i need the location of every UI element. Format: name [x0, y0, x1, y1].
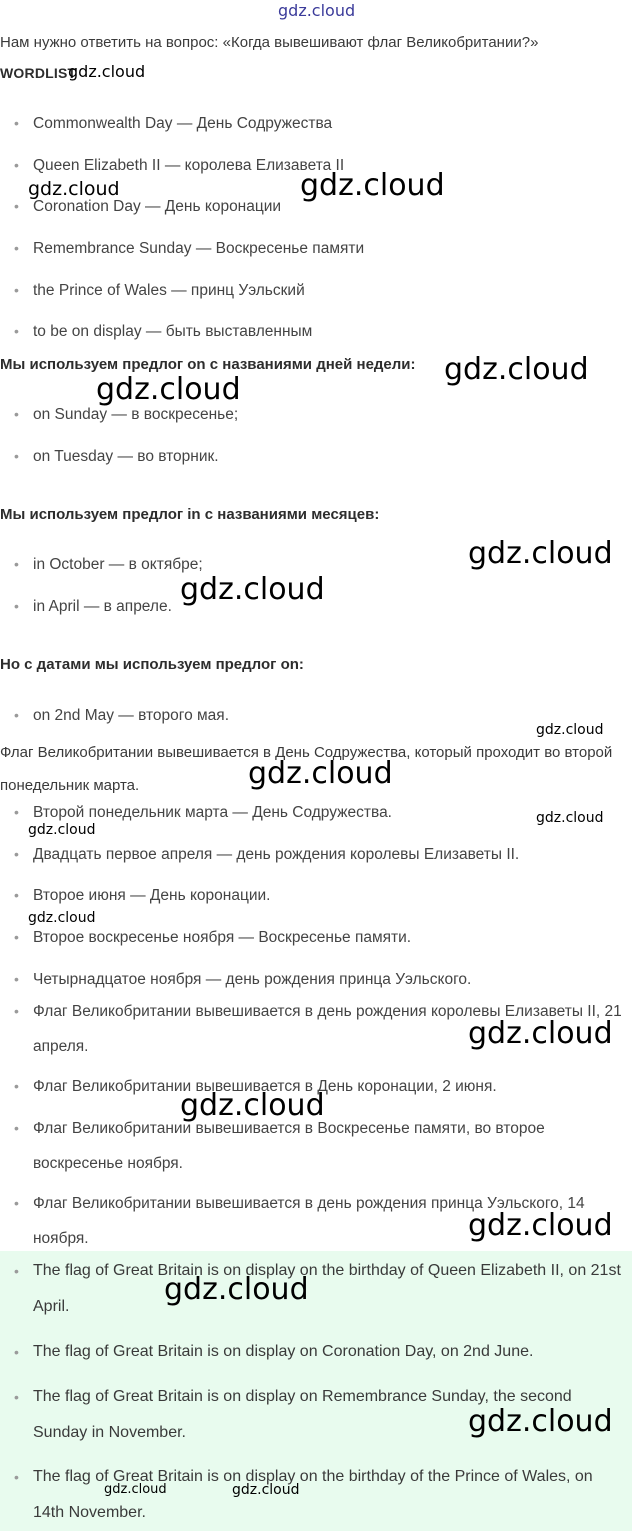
ru-list-item: • Флаг Великобритании вывешивается в Воскресенье памяти, во второе воскресенье ноября. — [14, 1111, 624, 1181]
watermark-logo: gdz.cloud — [28, 910, 96, 926]
watermark-logo: gdz.cloud — [468, 536, 613, 571]
question-text: Нам нужно ответить на вопрос: «Когда вывешивают флаг Великобритании?» — [0, 34, 539, 51]
ru-list-item: • Второе июня — День коронации. — [14, 878, 624, 913]
watermark-logo: gdz.cloud — [248, 756, 393, 791]
months-example: • in April — в апреле. — [14, 589, 624, 624]
answer-item: • The flag of Great Britain is on display on Remembrance Sunday, the second Sunday in November. — [14, 1379, 624, 1451]
ru-list-item: • Двадцать первое апреля — день рождения королевы Елизаветы II. — [14, 837, 624, 872]
answer-item: • The flag of Great Britain is on display on the birthday of Queen Elizabeth II, on 21st April. — [14, 1253, 624, 1325]
ru-list-item: • Второй понедельник марта — День Содружества. — [14, 795, 624, 830]
days-example: • on Tuesday — во вторник. — [14, 439, 624, 474]
watermark-logo: gdz.cloud — [278, 1, 356, 20]
wordlist-title: WORDLIST — [0, 65, 77, 81]
wordlist-item: • Queen Elizabeth II — королева Елизавета II — [14, 148, 624, 183]
wordlist-item: • Commonwealth Day — День Содружества — [14, 106, 624, 141]
watermark-logo: gdz.cloud — [444, 352, 589, 387]
wordlist-item: • Remembrance Sunday — Воскресенье памяти — [14, 231, 624, 266]
watermark-logo: gdz.cloud — [104, 1482, 167, 1497]
watermark-logo: gdz.cloud — [164, 1272, 309, 1307]
rule-days-heading: Мы используем предлог on с названиями дней недели: — [0, 356, 416, 373]
watermark-logo: gdz.cloud — [232, 1482, 300, 1498]
rule-dates-heading: Но с датами мы используем предлог on: — [0, 656, 304, 673]
watermark-logo: gdz.cloud — [96, 372, 241, 407]
watermark-logo: gdz.cloud — [300, 168, 445, 203]
ru-list-item: • Флаг Великобритании вывешивается в день рождения королевы Елизаветы II, 21 апреля. — [14, 994, 624, 1064]
wordlist-item: • Coronation Day — День коронации — [14, 189, 624, 224]
watermark-logo: gdz.cloud — [468, 1404, 613, 1439]
wordlist-item: • the Prince of Wales — принц Уэльский — [14, 273, 624, 308]
answer-item: • The flag of Great Britain is on display on Coronation Day, on 2nd June. — [14, 1334, 624, 1370]
paragraph-text: Флаг Великобритании вывешивается в День Содружества, который проходит во второй понедельник марта. — [0, 744, 613, 794]
days-example: • on Sunday — в воскресенье; — [14, 397, 624, 432]
answer-item: • The flag of Great Britain is on display on the birthday of the Prince of Wales, on 14th November. — [14, 1459, 624, 1531]
wordlist-item: • to be on display — быть выставленным — [14, 314, 624, 349]
watermark-logo: gdz.cloud — [180, 572, 325, 607]
dates-example: • on 2nd May — второго мая. — [14, 698, 624, 733]
watermark-logo: gdz.cloud — [468, 1208, 613, 1243]
answers-block — [0, 1251, 632, 1531]
ru-list-item: • Флаг Великобритании вывешивается в день рождения принца Уэльского, 14 ноября. — [14, 1186, 624, 1256]
ru-list-item: • Второе воскресенье ноября — Воскресенье памяти. — [14, 920, 624, 955]
watermark-logo: gdz.cloud — [68, 62, 146, 81]
watermark-logo: gdz.cloud — [468, 1016, 613, 1051]
watermark-logo: gdz.cloud — [28, 822, 96, 838]
rule-months-heading: Мы используем предлог in с названиями месяцев: — [0, 506, 380, 523]
months-example: • in October — в октябре; — [14, 547, 624, 582]
ru-list-item: • Флаг Великобритании вывешивается в День коронации, 2 июня. — [14, 1069, 624, 1104]
ru-list-item: • Четырнадцатое ноября — день рождения принца Уэльского. — [14, 962, 624, 997]
watermark-logo: gdz.cloud — [180, 1088, 325, 1123]
watermark-logo: gdz.cloud — [28, 178, 120, 200]
watermark-logo: gdz.cloud — [536, 722, 604, 738]
watermark-logo: gdz.cloud — [536, 810, 604, 826]
